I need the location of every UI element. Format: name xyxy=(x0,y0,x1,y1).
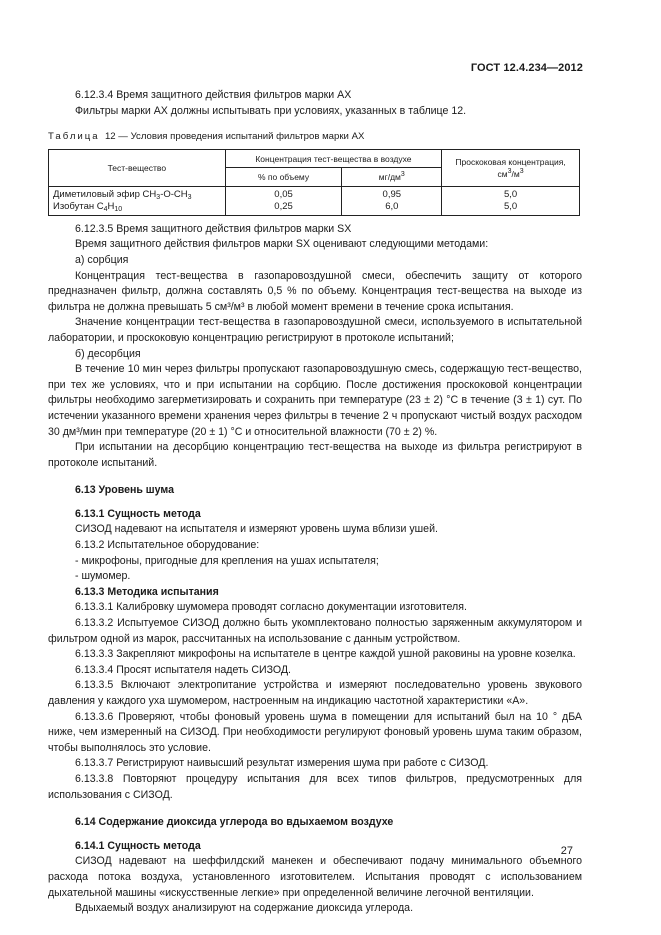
paragraph: 6.12.3.4 Время защитного действия фильтров марки АХ xyxy=(75,89,352,101)
standard-header: ГОСТ 12.4.234—2012 xyxy=(470,62,583,74)
header-percent: % по объему xyxy=(225,168,342,187)
paragraph: При испытании на десорбцию концентрацию тест-вещества на выходе из фильтра регистрируют в протоколе испытаний. xyxy=(48,441,582,469)
paragraph: 6.14.1 Сущность метода xyxy=(75,839,201,852)
cell-substances xyxy=(49,186,226,215)
paragraph: 6.12.3.5 Время защитного действия фильтров марки SX xyxy=(75,222,352,235)
paragraph: 6.13.3.7 Регистрируют наивысший результат измерения шума при работе с СИЗОД. xyxy=(75,757,489,770)
paragraph: 6.14 Содержание диоксида углерода во вдыхаемом воздухе xyxy=(75,816,394,829)
paragraph: 6.13.3.5 Включают электропитание устройства и измеряют последовательно уровень звукового давления у каждого уха шумомером, настроенным на индикацию частотной характеристики «А». xyxy=(48,679,582,707)
substance-name: Диметиловый эфир $CH_3-O-CH_3$ xyxy=(53,188,192,201)
paragraph: б) десорбция xyxy=(75,347,141,360)
paragraph: 6.13.2 Испытательное оборудование: xyxy=(75,539,260,552)
conditions-table xyxy=(48,149,580,216)
paragraph: 6.13.3.8 Повторяют процедуру испытания для всех типов фильтров, предусмотренных для использования с СИЗОД. xyxy=(48,772,582,801)
substance-name: Изобутан $C_4H_{10}$ xyxy=(53,200,123,213)
table-header-row xyxy=(49,149,580,168)
cell-percent: 0,05 0,25 xyxy=(225,186,342,215)
section-6-13-noise xyxy=(48,483,582,803)
paragraph: 6.13.3 Методика испытания xyxy=(75,585,219,598)
paragraph: В течение 10 мин через фильтры пропускают газопаровоздушную смесь, содержащую тест-вещество, при тех же условиях, что и при испытании на сорбцию. После достижения проскоковой концентрации фильтры необходимо загерметизировать и сохранить при температуре (23 ± 2) °С в течение (3 ± 1) сут. По истечении указанного времени хранения через фильтры в течение 2 ч пропускают чистый воздух расходом 30 дм³/мин при температуре (20 ± 1) °С и относительной влажности (70 ± 2) %. xyxy=(48,363,582,438)
table-data-row xyxy=(49,186,580,215)
paragraph: СИЗОД надевают на испытателя и измеряют уровень шума вблизи ушей. xyxy=(75,523,438,536)
section-6-12-3-4 xyxy=(48,88,582,119)
cell-breakthrough: 5,0 5,0 xyxy=(442,186,580,215)
header-concentration: Концентрация тест-вещества в воздухе xyxy=(225,149,442,168)
cell-mg: 0,95 6,0 xyxy=(342,186,442,215)
paragraph: - микрофоны, пригодные для крепления на ушах испытателя; xyxy=(75,554,379,567)
paragraph: 6.13.1 Сущность метода xyxy=(75,507,201,520)
paragraph: 6.13.3.1 Калибровку шумомера проводят согласно документации изготовителя. xyxy=(75,601,467,614)
page-number: 27 xyxy=(560,845,573,857)
table-caption: Таблица 12 — Условия проведения испытаний фильтров марки АХ xyxy=(48,131,365,143)
section-6-12-3-5 xyxy=(48,222,582,472)
document-body xyxy=(48,88,582,917)
paragraph: Время защитного действия фильтров марки SX оценивают следующими методами: xyxy=(75,238,489,251)
paragraph: Концентрация тест-вещества в газопаровоздушной смеси, обеспечить защиту от которого предназначен фильтр, должна составлять 0,5 % по объему. Концентрация тест-вещества на выходе из фильтра не должна превышать 5 см³/м³ в любой момент времени в течение срока испытания. xyxy=(48,269,582,313)
paragraph: Вдыхаемый воздух анализируют на содержание диоксида углерода. xyxy=(75,902,414,915)
header-breakthrough: Проскоковая концентрация, $см^3/м^3$ xyxy=(442,149,580,186)
paragraph: - шумомер. xyxy=(75,570,131,583)
section-6-14-co2 xyxy=(48,815,582,917)
paragraph: Фильтры марки АХ должны испытывать при условиях, указанных в таблице 12. xyxy=(75,104,467,117)
paragraph: а) сорбция xyxy=(75,253,129,266)
paragraph: 6.13 Уровень шума xyxy=(75,484,174,497)
paragraph: 6.13.3.3 Закрепляют микрофоны на испытателе в центре каждой ушной раковины на уровне козелка. xyxy=(75,648,576,661)
paragraph: 6.13.3.2 Испытуемое СИЗОД должно быть укомплектовано полностью заряженным аккумулятором и фильтром одной из марок, рассчитанных на использование с данным устройством. xyxy=(48,617,582,645)
header-substance: Тест-вещество xyxy=(49,149,226,186)
paragraph: СИЗОД надевают на шеффилдский манекен и обеспечивают подачу минимального объемного расхода потока воздуха, установленного изготовителем. Испытания проводят с использованием дыхательной машины «искусственные легкие» при определенной величине легочной вентиляции. xyxy=(48,855,582,899)
header-mg: $мг/дм^3$ xyxy=(342,168,442,187)
paragraph: 6.13.3.4 Просят испытателя надеть СИЗОД. xyxy=(75,663,291,676)
paragraph: 6.13.3.6 Проверяют, чтобы фоновый уровень шума в помещении для испытаний был на 10 ° дБА ниже, чем измеренный на СИЗОД. При необходимости регулируют фоновый уровень шума таким образом, чтобы выполнялось это условие. xyxy=(48,710,582,754)
paragraph: Значение концентрации тест-вещества в газопаровоздушной смеси, используемого в испытательной лаборатории, и проскоковую концентрацию регистрируют в протоколе испытаний; xyxy=(48,316,582,344)
